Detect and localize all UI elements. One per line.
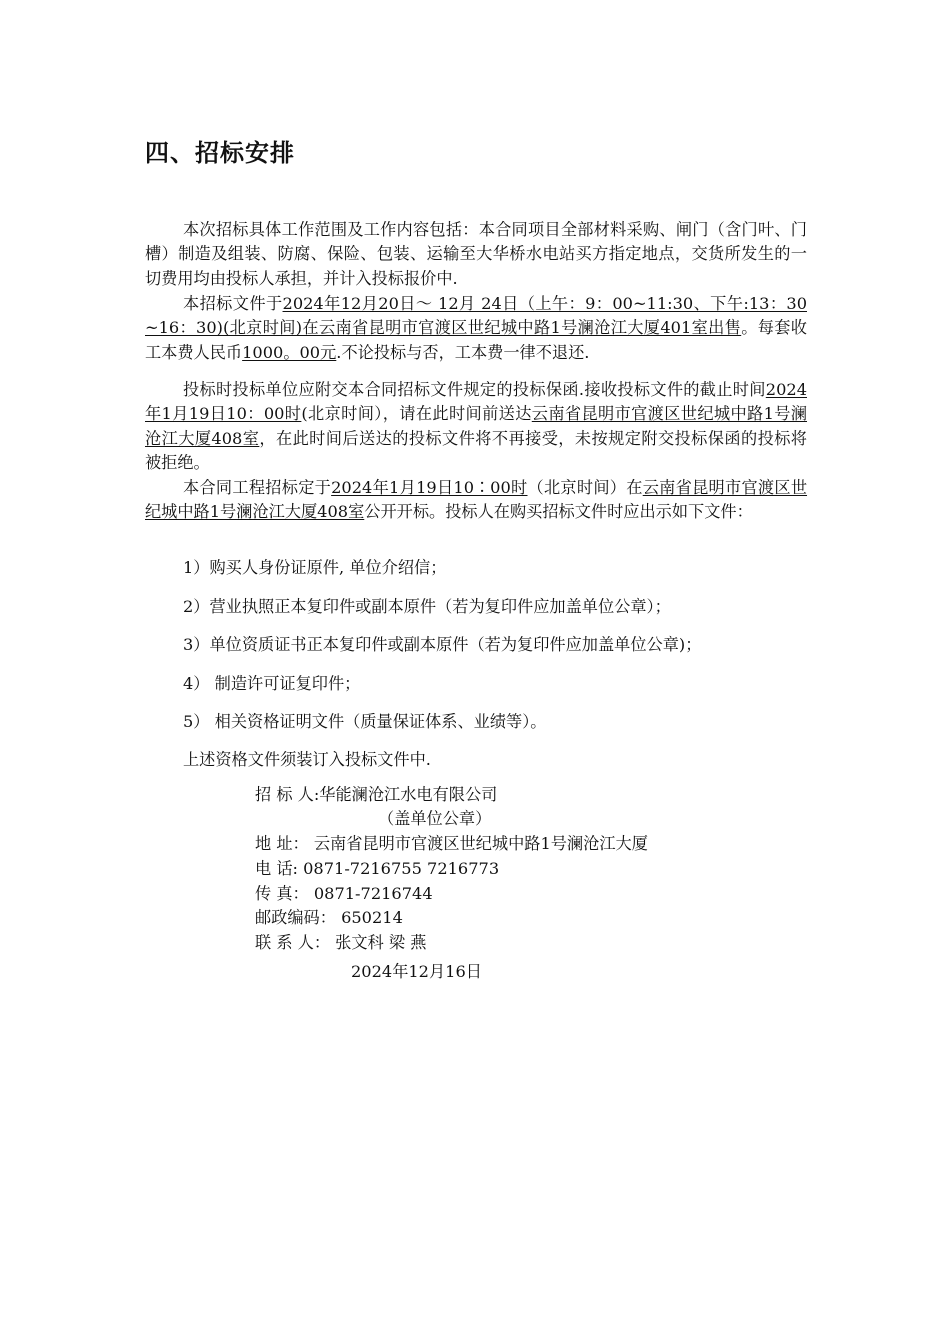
sale-text-e: .不论投标与否，工本费一律不退还.: [336, 342, 590, 362]
address-line: 地 址： 云南省昆明市官渡区世纪城中路1号澜沧江大厦: [255, 834, 648, 853]
contact-persons-line: 联 系 人： 张文科 梁 燕: [255, 933, 427, 952]
document-item-5: 5） 相关资格证明文件（质量保证体系、业绩等）。: [183, 712, 547, 731]
document-item-3: 3）单位资质证书正本复印件或副本原件（若为复印件应加盖单位公章)；: [183, 635, 702, 654]
section-heading: 四、招标安排: [145, 139, 295, 167]
deadline-text-a: 投标时投标单位应附交本合同招标文件规定的投标保函.接收投标文件的截止时间: [183, 380, 766, 399]
phone-line: 电 话: 0871-7216755 7216773: [255, 859, 500, 878]
deadline-time: 2024年1月19日10：00时: [145, 380, 807, 424]
opening-text-e: 公开开标。投标人在购买招标文件时应出示如下文件：: [364, 502, 753, 522]
sale-text-c: 。每套收工本费人民币: [145, 318, 807, 362]
document-item-4: 4） 制造许可证复印件；: [183, 674, 361, 693]
fax-line: 传 真： 0871-7216744: [255, 884, 433, 903]
postcode-line: 邮政编码： 650214: [255, 908, 403, 927]
bind-note: 上述资格文件须装订入投标文件中.: [183, 750, 431, 769]
tenderer-line: 招 标 人:华能澜沧江水电有限公司: [255, 785, 498, 804]
sale-time-place: 2024年12月20日～ 12月 24日（上午：9：00~11:30、下午:13：30~16：30)(北京时间)在云南省昆明市官渡区世纪城中路1号澜沧江大厦401室出售: [145, 294, 807, 338]
deadline-paragraph: [145, 378, 807, 476]
opening-text-c: （北京时间）在: [527, 478, 643, 497]
opening-text-a: 本合同工程招标定于: [183, 478, 332, 497]
deadline-text-e: ，在此时间后送达的投标文件将不再接受，未按规定附交投标保函的投标将被拒绝。: [145, 428, 807, 473]
deadline-text-c: (北京时间），请在此时间前送达: [301, 404, 532, 424]
issue-date: 2024年12月16日: [351, 962, 482, 981]
seal-line: （盖单位公章）: [378, 809, 492, 828]
document-item-1: 1）购买人身份证原件, 单位介绍信；: [183, 558, 447, 577]
opening-time: 2024年1月19日10∶00时: [331, 478, 528, 497]
sale-paragraph: [145, 292, 807, 365]
scope-paragraph: 本次招标具体工作范围及工作内容包括：本合同项目全部材料采购、闸门（含门叶、门槽）制造及组装、防腐、保险、包装、运输至大华桥水电站买方指定地点，交货所发生的一切费用均由投标人承担，并计入投标报价中.: [145, 220, 807, 288]
sale-text-a: 本招标文件于: [183, 294, 283, 313]
document-item-2: 2）营业执照正本复印件或副本原件（若为复印件应加盖单位公章）；: [183, 597, 671, 616]
deadline-place: 云南省昆明市官渡区世纪城中路1号澜沧江大厦408室: [145, 404, 808, 448]
opening-paragraph: [145, 476, 807, 525]
sale-fee: 1000。00元: [242, 342, 337, 362]
opening-place: 云南省昆明市官渡区世纪城中路1号澜沧江大厦408室: [145, 478, 808, 522]
